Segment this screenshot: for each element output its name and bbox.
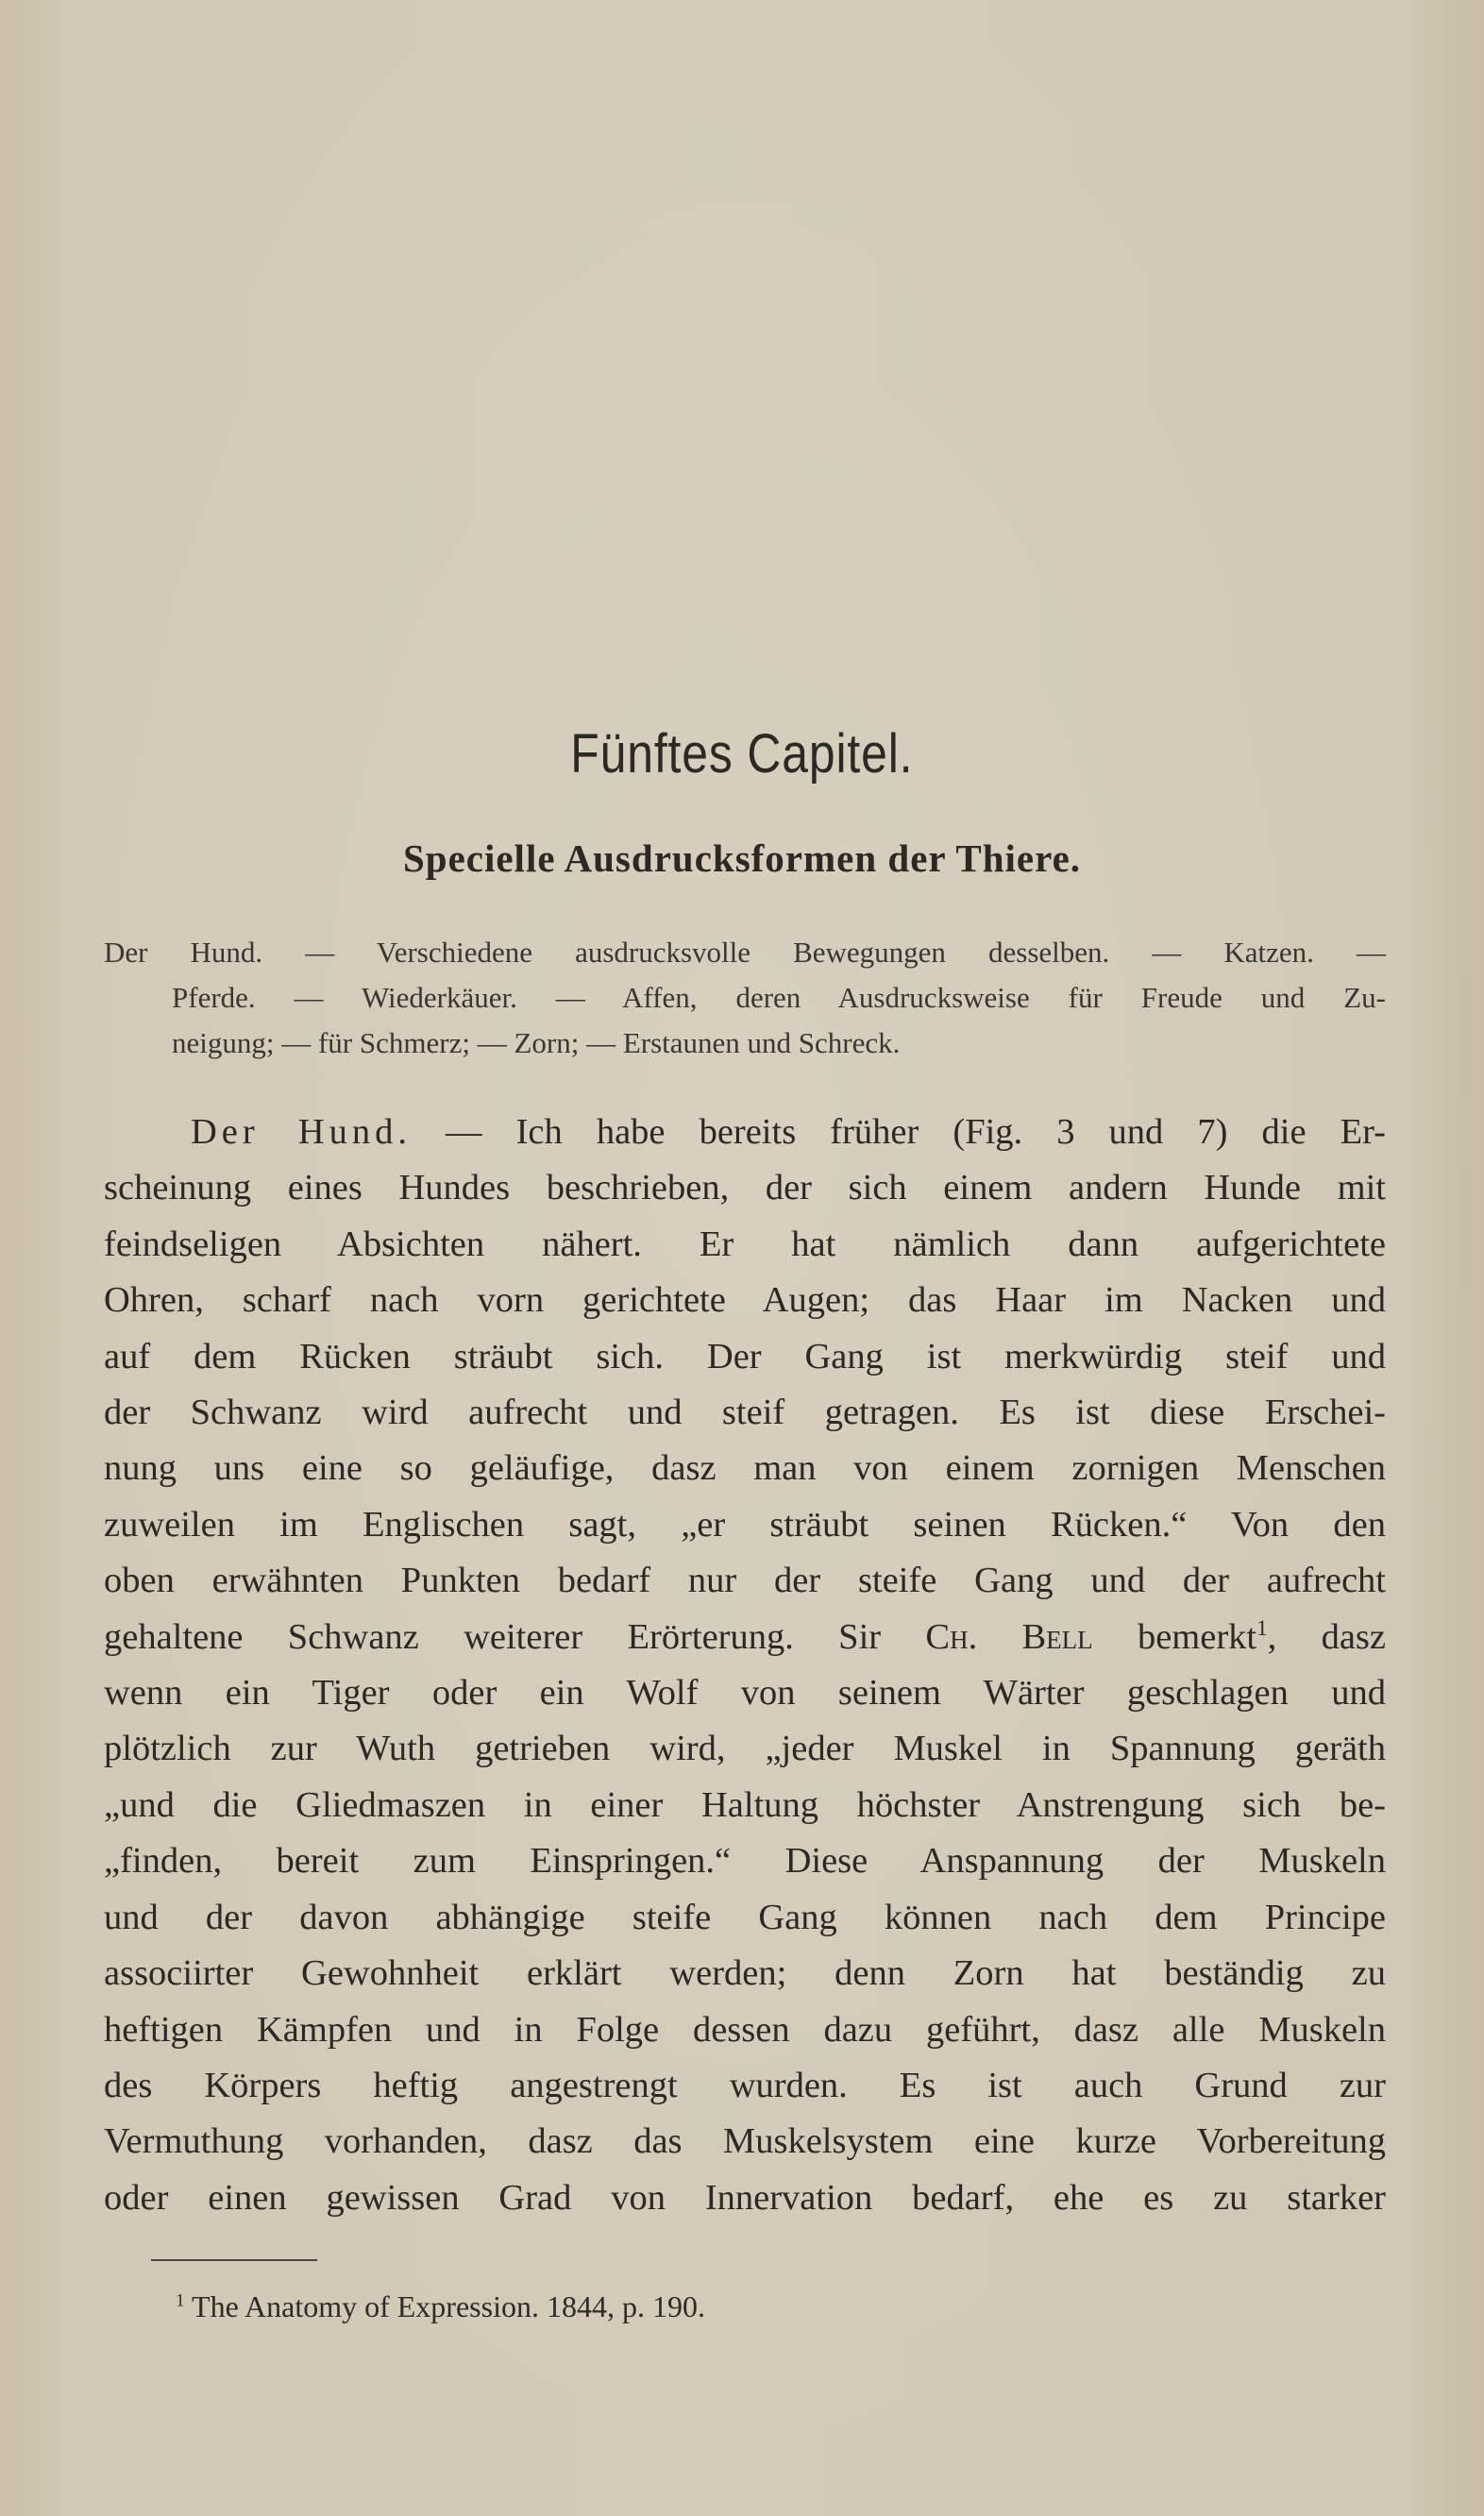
body-line: oben erwähnten Punkten bedarf nur der steife Gang und der aufrecht — [104, 1561, 1386, 1601]
body-line: und der davon abhängige steife Gang können nach dem Principe — [104, 1897, 1386, 1937]
body-line: feindseligen Absichten nähert. Er hat nämlich dann aufgerichtete — [104, 1224, 1386, 1264]
body-line-text: , dasz — [1267, 1616, 1386, 1657]
body-line: Vermuthung vorhanden, dasz das Muskelsystem eine kurze Vorbereitung — [104, 2121, 1386, 2162]
body-line-text: bemerkt — [1092, 1616, 1257, 1657]
footnote-reference[interactable]: 1 — [1256, 1614, 1268, 1640]
lead-term: Der Hund. — [191, 1112, 412, 1152]
summary-line: Pferde. — Wiederkäuer. — Affen, deren Ausdrucksweise für Freude und Zu- — [172, 981, 1386, 1014]
body-line — [104, 1610, 1386, 1665]
body-line: zuweilen im Englischen sagt, „er sträubt seinen Rücken.“ Von den — [104, 1504, 1386, 1545]
body-line: Ohren, scharf nach vorn gerichtete Augen; das Haar im Nacken und — [104, 1280, 1386, 1321]
body-line: auf dem Rücken sträubt sich. Der Gang ist merkwürdig steif und — [104, 1336, 1386, 1376]
body-line: „und die Gliedmaszen in einer Haltung höchster Anstrengung sich be- — [104, 1784, 1386, 1825]
body-line: oder einen gewissen Grad von Innervation bedarf, ehe es zu starker — [104, 2177, 1386, 2218]
body-line: „finden, bereit zum Einspringen.“ Diese Anspannung der Muskeln — [104, 1841, 1386, 1882]
footnote — [176, 2288, 705, 2325]
body-line: des Körpers heftig angestrengt wurden. Es ist auch Grund zur — [104, 2065, 1386, 2105]
body-line: nung uns eine so geläufige, dasz man von einem zornigen Menschen — [104, 1448, 1386, 1489]
summary-line: neigung; — für Schmerz; — Zorn; — Erstaunen und Schreck. — [172, 1026, 901, 1059]
body-line: heftigen Kämpfen und in Folge dessen dazu geführt, dasz alle Muskeln — [104, 2009, 1386, 2050]
body-line-text: gehaltene Schwanz weiterer Erörterung. Sir — [104, 1616, 926, 1657]
footnote-text: The Anatomy of Expression. 1844, p. 190. — [192, 2289, 705, 2323]
chapter-title: Fünftes Capitel. — [570, 723, 914, 785]
body-line: associirter Gewohnheit erklärt werden; denn Zorn hat beständig zu — [104, 1953, 1386, 1994]
chapter-subtitle: Specielle Ausdrucksformen der Thiere. — [402, 836, 1082, 880]
body-line — [104, 1105, 1386, 1160]
footnote-divider — [151, 2259, 317, 2261]
chapter-summary — [104, 930, 1386, 1066]
body-line: scheinung eines Hundes beschrieben, der sich einem andern Hunde mit — [104, 1168, 1386, 1208]
author-name: Ch. Bell — [925, 1616, 1093, 1657]
summary-line: Der Hund. — Verschiedene ausdrucksvolle Bewegungen desselben. — Katzen. — — [104, 936, 1386, 969]
body-text — [104, 1105, 1386, 2226]
footnote-mark: 1 — [176, 2290, 185, 2311]
body-line-text: — Ich habe bereits früher (Fig. 3 und 7) die Er- — [411, 1112, 1386, 1152]
body-line: der Schwanz wird aufrecht und steif getragen. Es ist diese Erschei- — [104, 1393, 1386, 1433]
body-line: wenn ein Tiger oder ein Wolf von seinem Wärter geschlagen und — [104, 1673, 1386, 1714]
body-line: plötzlich zur Wuth getrieben wird, „jeder Muskel in Spannung geräth — [104, 1729, 1386, 1769]
